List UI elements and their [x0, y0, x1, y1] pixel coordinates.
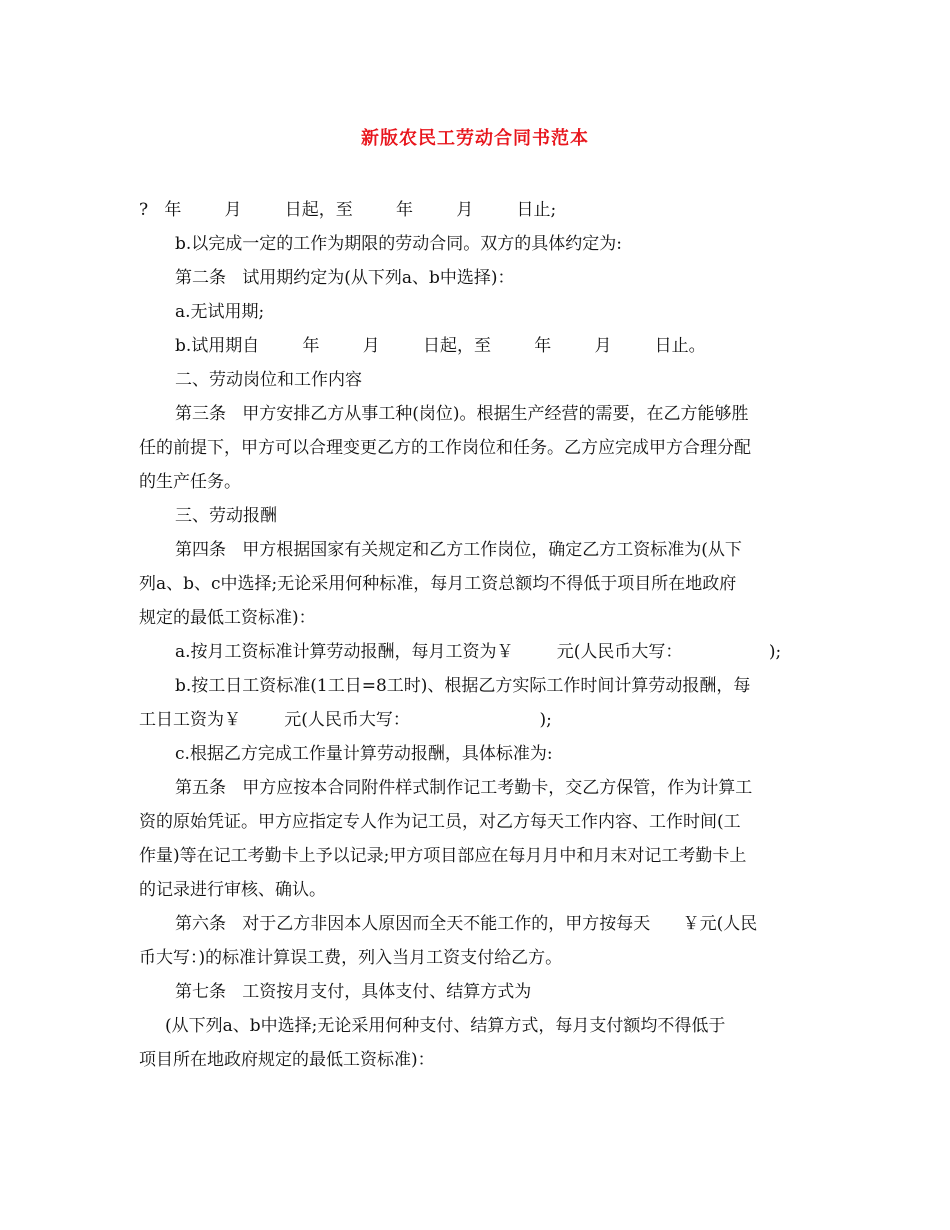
- article-4-line-3: 规定的最低工资标准)：: [139, 608, 316, 628]
- option-a-line: a.按月工资标准计算劳动报酬，每月工资为￥ 元(人民币大写： );: [175, 642, 782, 662]
- text-line-2: b.以完成一定的工作为期限的劳动合同。双方的具体约定为:: [175, 234, 623, 254]
- document-body: [139, 193, 813, 1077]
- article-7-line-1: 第七条 工资按月支付，具体支付、结算方式为: [175, 982, 532, 1002]
- article-5-line-2: 资的原始凭证。甲方应指定专人作为记工员，对乙方每天工作内容、工作时间(工: [139, 812, 741, 832]
- article-4-line-2: 列a、b、c中选择;无论采用何种标准，每月工资总额均不得低于项目所在地政府: [139, 574, 737, 594]
- article-5-line-1: 第五条 甲方应按本合同附件样式制作记工考勤卡，交乙方保管，作为计算工: [175, 778, 753, 798]
- article-5-line-3: 作量)等在记工考勤卡上予以记录;甲方项目部应在每月月中和月末对记工考勤卡上: [139, 846, 747, 866]
- article-3-line-3: 的生产任务。: [139, 472, 241, 492]
- article-7-line-2: (从下列a、b中选择;无论采用何种支付、结算方式，每月支付额均不得低于: [165, 1016, 726, 1036]
- article-3-line-2: 任的前提下，甲方可以合理变更乙方的工作岗位和任务。乙方应完成甲方合理分配: [139, 438, 751, 458]
- document-title: 新版农民工劳动合同书范本: [361, 128, 589, 149]
- text-line-1: ? 年 月 日起，至 年 月 日止;: [139, 200, 557, 220]
- section-2-heading: 二、劳动岗位和工作内容: [175, 370, 362, 390]
- option-c-line: c.根据乙方完成工作量计算劳动报酬，具体标准为:: [175, 744, 553, 764]
- article-4-line-1: 第四条 甲方根据国家有关规定和乙方工作岗位，确定乙方工资标准为(从下: [175, 540, 742, 560]
- article-6-line-1: 第六条 对于乙方非因本人原因而全天不能工作的，甲方按每天 ￥元(人民: [175, 914, 758, 934]
- section-3-heading: 三、劳动报酬: [175, 506, 277, 526]
- article-7-line-3: 项目所在地政府规定的最低工资标准)：: [139, 1050, 435, 1070]
- article-5-line-4: 的记录进行审核、确认。: [139, 880, 326, 900]
- article-6-line-2: 币大写：)的标准计算误工费，列入当月工资支付给乙方。: [139, 948, 563, 968]
- option-b-line-2: 工日工资为￥ 元(人民币大写： );: [139, 710, 552, 730]
- text-line-4: a.无试用期;: [175, 302, 265, 322]
- option-b-line-1: b.按工日工资标准(1工日=8工时)、根据乙方实际工作时间计算劳动报酬，每: [175, 676, 751, 696]
- text-line-5: b.试用期自 年 月 日起，至 年 月 日止。: [175, 336, 706, 356]
- article-2-heading: 第二条 试用期约定为(从下列a、b中选择)：: [175, 268, 515, 288]
- article-3-line-1: 第三条 甲方安排乙方从事工种(岗位)。根据生产经营的需要，在乙方能够胜: [175, 404, 749, 424]
